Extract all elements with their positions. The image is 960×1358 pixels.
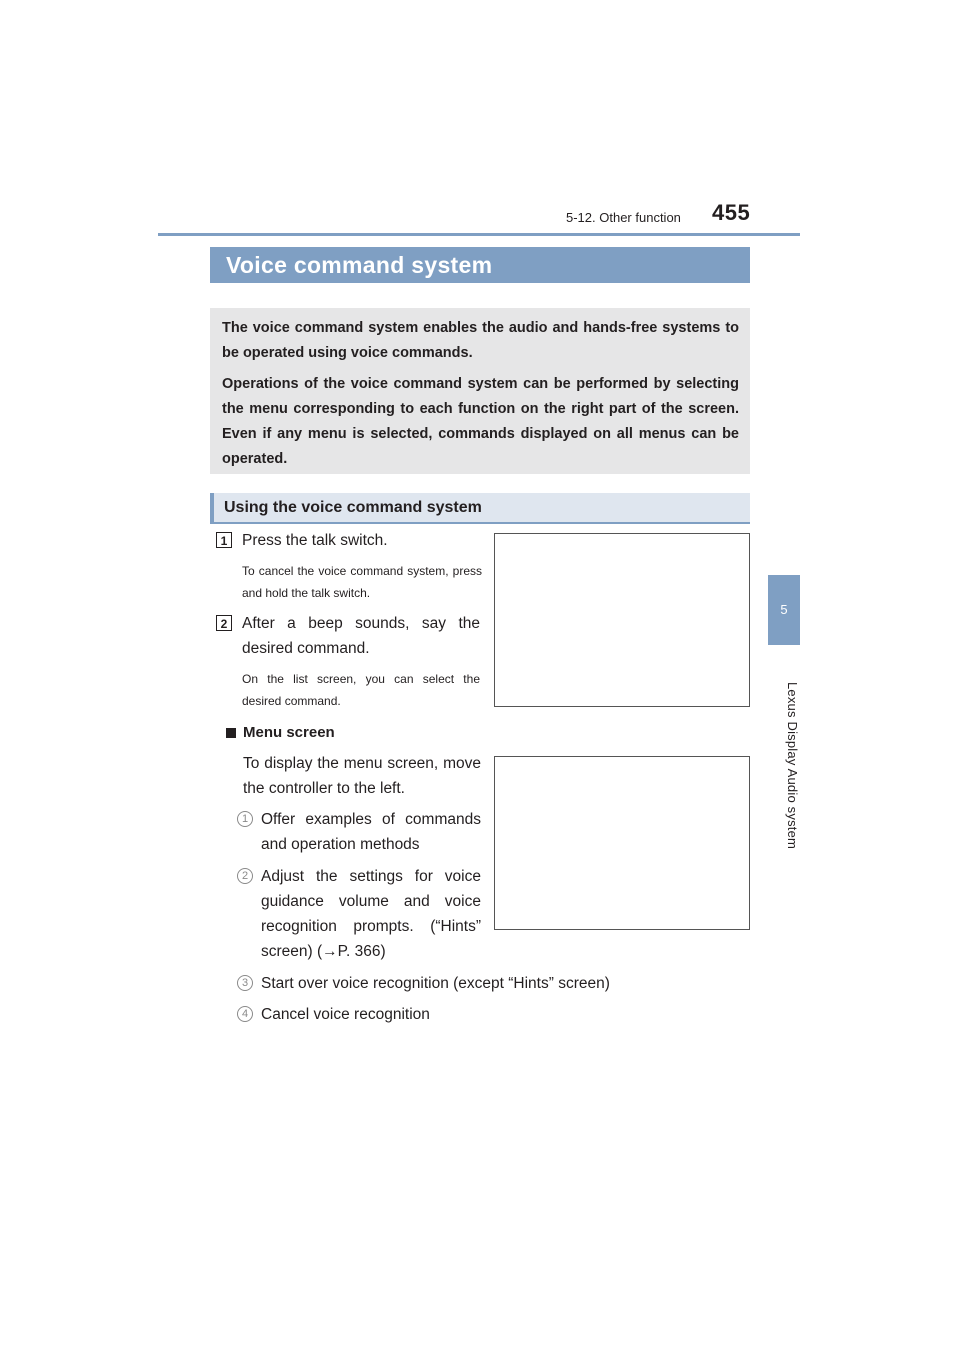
chapter-title: Lexus Display Audio system xyxy=(785,682,800,850)
callout-number-2: 2 xyxy=(237,868,253,884)
step-2-note: On the list screen, you can select the desired command. xyxy=(242,672,480,708)
callout-number-3: 3 xyxy=(237,975,253,991)
step-badge-2: 2 xyxy=(216,615,232,631)
menu-item-3: Start over voice recognition (except “Hints” screen) xyxy=(261,975,610,992)
voice-command-screen-image xyxy=(494,533,750,707)
intro-paragraph-2: Operations of the voice command system can be performed by selecting the menu corresponding to each function on the right part of the screen. Even if any menu is selected, commands displayed on all menus can be operated. xyxy=(222,376,739,467)
intro-paragraph-1: The voice command system enables the audio and hands-free systems to be operated using voice commands. xyxy=(222,320,739,361)
step-1-text: Press the talk switch. xyxy=(242,532,388,549)
bullet-square-icon xyxy=(226,728,236,738)
menu-item-2: Adjust the settings for voice guidance volume and voice recognition prompts. (“Hints” screen) (→P. 366) xyxy=(261,868,481,960)
menu-screen-image xyxy=(494,756,750,930)
step-1-note: To cancel the voice command system, press and hold the talk switch. xyxy=(242,564,482,600)
callout-number-1: 1 xyxy=(237,811,253,827)
step-badge-1: 1 xyxy=(216,532,232,548)
chapter-tab: 5 xyxy=(768,575,800,645)
page-number: 455 xyxy=(712,200,751,225)
header-divider xyxy=(158,233,800,236)
subheading: Using the voice command system xyxy=(210,493,750,524)
menu-item-1: Offer examples of commands and operation methods xyxy=(261,811,481,853)
section-reference: 5-12. Other function xyxy=(566,210,681,225)
callout-number-4: 4 xyxy=(237,1006,253,1022)
menu-screen-heading: Menu screen xyxy=(243,724,335,741)
menu-screen-intro: To display the menu screen, move the controller to the left. xyxy=(243,755,481,797)
intro-box xyxy=(210,308,750,474)
page-title: Voice command system xyxy=(210,247,750,283)
menu-item-4: Cancel voice recognition xyxy=(261,1006,430,1023)
step-2-text: After a beep sounds, say the desired command. xyxy=(242,615,480,657)
